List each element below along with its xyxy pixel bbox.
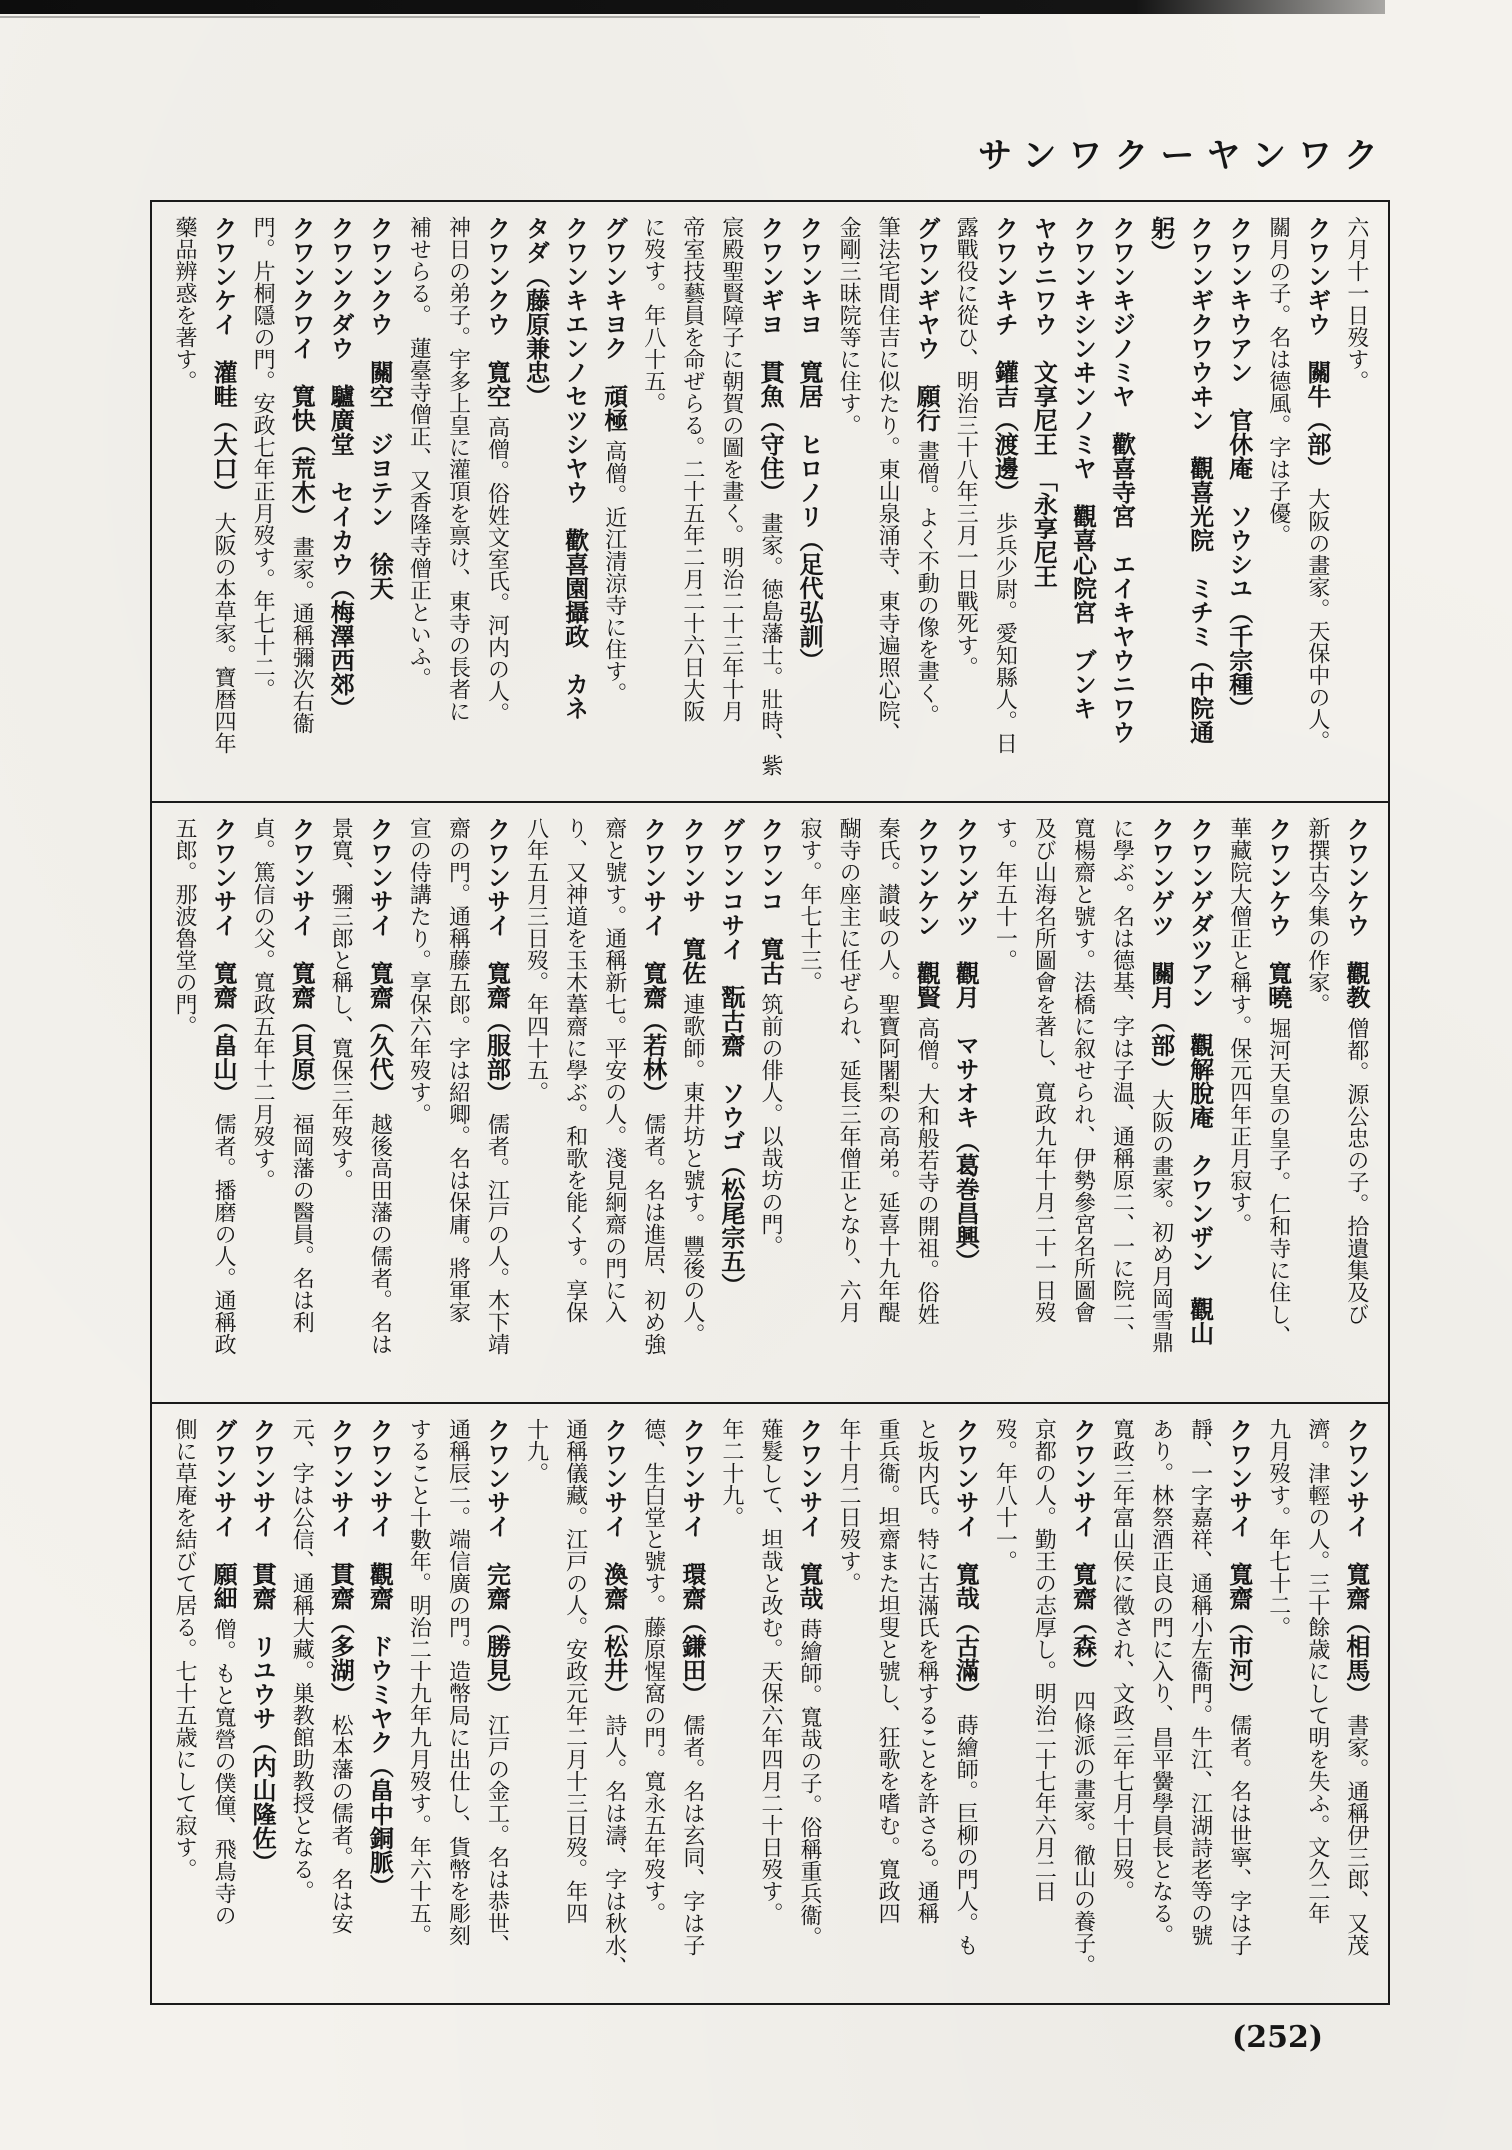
entry-headword: クワンケン 觀賢: [912, 817, 941, 1009]
text-column: [205, 1418, 241, 1995]
text-column: [479, 817, 515, 1394]
text-column: [361, 216, 397, 793]
text-column: [166, 1418, 202, 1995]
text-column: [1221, 1418, 1257, 1995]
entry-text: 儒者。播磨の人。通稱政: [211, 1113, 237, 1355]
text-column: [635, 1418, 671, 1995]
text-column: [713, 216, 749, 793]
text-column: [205, 817, 241, 1394]
text-column: [908, 216, 944, 793]
entry-text: 八年五月三日歿。年四十五。: [523, 817, 549, 1103]
entry-text: 門。片桐隱の門。安政七年正月歿す。年七十二。: [250, 216, 276, 700]
text-column: [791, 216, 827, 793]
entry-text: 松本藩の儒者。名は安: [328, 1714, 354, 1934]
text-column: [1104, 817, 1140, 1394]
entry-headword: グワンギヤウ 願行: [912, 216, 941, 432]
entry-text: 詩人。名は濤、字は秋水、: [601, 1714, 627, 1978]
text-column: [244, 216, 280, 793]
text-column: [400, 817, 436, 1394]
entry-text: 儒者。名は玄同、字は子: [679, 1714, 705, 1956]
entry-text: 寬楊齋と號す。法橋に叙せられ、伊勢參宮名所圖會: [1070, 817, 1096, 1323]
text-column: [1104, 216, 1140, 793]
entry-text: 畫家。通稱彌次右衞: [289, 536, 315, 734]
text-column: [869, 817, 905, 1394]
entry-headword: クワンサイ 寬齋（市河）: [1224, 1418, 1253, 1706]
text-column: [752, 817, 788, 1394]
entry-text: 靜、一字嘉祥、通稱小左衞門。牛江、江湖詩老等の號: [1187, 1418, 1213, 1946]
entry-band-bottom: [152, 1404, 1388, 2003]
entry-text: 十九。: [523, 1418, 549, 1484]
entry-headword: クワンケイ 灌畦（大口）: [209, 216, 238, 504]
entry-text: 僧都。源公忠の子。拾遺集及び: [1343, 1017, 1369, 1325]
entry-headword: クワンキエンノセツシヤウ 歡喜園攝政 カネ: [560, 216, 589, 720]
text-column: [1143, 1418, 1179, 1995]
entry-text: 關月の子。名は德風。字は子優。: [1265, 216, 1291, 546]
entry-headword: クワンサイ 寬哉: [795, 1418, 823, 1610]
entry-text: 及び山海名所圖會を著し、寬政九年十月二十一日歿: [1031, 817, 1057, 1323]
text-column: [1299, 1418, 1335, 1995]
text-column: [1182, 817, 1218, 1394]
text-column: [986, 1418, 1022, 1995]
entry-text: 僧。もと寬營の僕僮、飛鳥寺の: [211, 1618, 237, 1926]
entry-text: 連歌師。東井坊と號す。豐後の人。: [679, 993, 705, 1345]
entry-text: 貞。篤信の父。寬政五年十二月歿す。: [250, 817, 276, 1191]
text-column: [635, 216, 671, 793]
entry-text: 高僧。近江清涼寺に住す。: [601, 440, 627, 704]
text-column: [1338, 1418, 1374, 1995]
entry-text: 通稱儀藏。江戸の人。安政元年二月十三日歿。年四: [562, 1418, 588, 1924]
text-column: [1260, 216, 1296, 793]
text-column: [439, 1418, 475, 1995]
entry-text: 儒者。名は進居、初め強: [640, 1113, 666, 1355]
entry-text: す。年五十一。: [992, 817, 1018, 971]
text-column: [439, 817, 475, 1394]
text-column: [400, 216, 436, 793]
text-column: [361, 817, 397, 1394]
text-column: [166, 817, 202, 1394]
entry-text: 景寬、彌三郎と稱し、寬保三年歿す。: [328, 817, 354, 1191]
text-column: [1260, 817, 1296, 1394]
entry-headword: グワンコサイ 翫古齋 ソウゴ（松尾宗五）: [716, 817, 745, 1297]
entry-text: 重兵衞。坦齋また坦叟と號し、狂歌を嗜む。寬政四: [875, 1418, 901, 1924]
entry-text: 華藏院大僧正と稱す。保元四年正月寂す。: [1226, 817, 1252, 1235]
entry-headword: グワンキヨク 頑極: [599, 216, 628, 432]
entry-headword: クワンクワイ 寬快（荒木）: [287, 216, 316, 528]
entry-headword: クワンケウ 觀教: [1341, 817, 1370, 1009]
entry-text: 薙髮して、坦哉と改む。天保六年四月二十日歿す。: [757, 1418, 783, 1924]
entry-headword: ヤウニワウ 文享尼王 「永享尼王: [1029, 216, 1058, 588]
text-column: [283, 817, 319, 1394]
text-column: [986, 817, 1022, 1394]
entry-text: 寬政三年富山侯に徵され、文政三年七月十日歿。: [1109, 1418, 1135, 1902]
entry-text: 藥品辨惑を著す。: [172, 216, 197, 392]
entry-text: り、又神道を玉木葦齋に學ぶ。和歌を能くす。享保: [562, 817, 588, 1323]
text-column: [947, 1418, 983, 1995]
text-column: [752, 216, 788, 793]
entry-headword: クワンサイ 寬齋（若林）: [638, 817, 667, 1105]
entry-headword: クワンクウ 關空 ジヨテン 徐天: [365, 216, 394, 600]
entry-text: 畫家。徳島藩士。壯時、紫: [757, 512, 783, 776]
entry-headword: クワンキウアン 官休庵 ソウシユ（千宗種）: [1224, 216, 1253, 720]
entry-text: 高僧。俗姓文室氏。河内の人。: [484, 416, 510, 724]
entry-headword: クワンケウ 寬曉: [1263, 817, 1292, 1009]
entry-headword: クワンサイ 渙齋（松井）: [599, 1418, 628, 1706]
text-column: [283, 1418, 319, 1995]
entry-text: 補せらる。 蓮臺寺僧正、又香隆寺僧正といふ。: [406, 216, 432, 689]
text-column: [1064, 1418, 1100, 1995]
entries-frame: [150, 200, 1390, 2005]
entry-text: 寂す。年七十三。: [797, 817, 822, 993]
entry-text: 堀河天皇の皇子。仁和寺に住し、: [1265, 1017, 1291, 1347]
entry-headword: クワンクウ 寬空: [482, 216, 511, 408]
text-column: [713, 1418, 749, 1995]
entry-text: 四條派の畫家。徹山の養子。: [1070, 1690, 1096, 1976]
text-column: [1143, 216, 1179, 793]
text-column: [830, 817, 866, 1394]
text-column: [439, 216, 475, 793]
text-column: [322, 817, 358, 1394]
text-column: [322, 1418, 358, 1995]
entry-headword: グワンサイ 願細: [209, 1418, 238, 1610]
entry-headword: クワンゲツ 關月（部）: [1146, 817, 1175, 1081]
entry-headword: クワンコ 寬古: [755, 817, 784, 985]
text-column: [479, 216, 515, 793]
entry-text: 宣の侍講たり。享保六年歿す。: [406, 817, 432, 1125]
text-column: [674, 817, 710, 1394]
running-header: サンワクーヤンワク: [978, 136, 1390, 176]
entry-text: 帝室技藝員を命ぜらる。二十五年二月二十六日大阪: [679, 216, 705, 722]
text-column: [244, 1418, 280, 1995]
entry-text: 新撰古今集の作家。: [1304, 817, 1330, 1015]
entry-text: 蒔繪師。寬哉の子。俗稱重兵衞。: [797, 1618, 822, 1948]
scan-edge-shadow: [0, 0, 1385, 14]
entry-headword: クワンサイ 寬齋（服部）: [482, 817, 511, 1105]
entry-headword: クワンキチ 鑵吉（渡邊）: [990, 216, 1019, 504]
entry-headword: クワンサ 寬佐: [677, 817, 706, 985]
text-column: [205, 216, 241, 793]
text-column: [1299, 817, 1335, 1394]
text-column: [908, 1418, 944, 1995]
text-column: [557, 1418, 593, 1995]
entry-headword: クワンサイ 寬齋（久代）: [365, 817, 394, 1105]
entry-text: 九月歿す。年七十二。: [1265, 1418, 1291, 1638]
text-column: [1182, 1418, 1218, 1995]
entry-text: 六月十一日歿す。: [1343, 216, 1369, 392]
entry-headword: クワンサイ 寬齋（畠山）: [209, 817, 238, 1105]
text-column: [1064, 817, 1100, 1394]
entry-headword: 躬）: [1146, 216, 1175, 264]
scan-edge-line: [0, 16, 980, 18]
text-column: [713, 817, 749, 1394]
text-column: [518, 216, 554, 793]
text-column: [947, 817, 983, 1394]
text-column: [244, 817, 280, 1394]
entry-text: 京都の人。勤王の志厚し。明治二十七年六月二日: [1031, 1418, 1057, 1902]
entry-headword: クワンギクワウヰン 觀喜光院 ミチミ（中院通: [1185, 216, 1214, 744]
text-column: [791, 817, 827, 1394]
entry-headword: クワンサイ 環齋（鎌田）: [677, 1418, 706, 1706]
entry-headword: クワンサイ 完齋（勝見）: [482, 1418, 511, 1706]
entry-text: 筆法宅間住吉に似たり。東山泉涌寺、東寺遍照心院、: [875, 216, 901, 744]
entry-text: と坂内氏。特に古滿氏を稱することを許さる。通稱: [914, 1418, 940, 1924]
entry-text: あり。林祭酒正良の門に入り、昌平黌學員長となる。: [1148, 1418, 1174, 1946]
text-column: [908, 817, 944, 1394]
entry-headword: クワンサイ 觀齋 ドウミヤク（畠中銅脈）: [365, 1418, 394, 1898]
entry-band-top: [152, 202, 1388, 801]
entry-text: 五郎。那波魯堂の門。: [172, 817, 197, 1037]
text-column: [1338, 817, 1374, 1394]
text-column: [479, 1418, 515, 1995]
text-column: [752, 1418, 788, 1995]
text-column: [557, 817, 593, 1394]
entry-text: 筑前の俳人。以哉坊の門。: [757, 993, 783, 1257]
entry-headword: クワンサイ 寬齋（森）: [1068, 1418, 1097, 1682]
entry-headword: クワンサイ 貫齋（多湖）: [326, 1418, 355, 1706]
entry-headword: クワンギウ 關牛（部）: [1302, 216, 1331, 480]
entry-headword: タダ（藤原兼忠）: [521, 216, 550, 408]
entry-text: すること十數年。明治二十九年九月歿す。年六十五。: [406, 1418, 432, 1946]
text-column: [791, 1418, 827, 1995]
text-column: [1025, 216, 1061, 793]
entry-text: 年二十九。: [718, 1418, 744, 1528]
entry-text: 儒者。江戸の人。木下靖: [484, 1113, 510, 1355]
text-column: [596, 1418, 632, 1995]
text-column: [518, 817, 554, 1394]
text-column: [830, 1418, 866, 1995]
entry-headword: クワンクダウ 驢廣堂 セイカウ（梅澤西郊）: [326, 216, 355, 720]
entry-text: 大阪の畫家。天保中の人。: [1304, 488, 1330, 752]
entry-headword: クワンキジノミヤ 歡喜寺宮 エイキヤウニワウ: [1107, 216, 1136, 744]
page-number: (252): [1232, 2020, 1324, 2055]
entry-text: 歩兵少尉。愛知縣人。日: [992, 512, 1018, 754]
text-column: [869, 216, 905, 793]
entry-text: に歿す。年八十五。: [640, 216, 666, 414]
text-column: [518, 1418, 554, 1995]
entry-headword: クワンサイ 寬齋（相馬）: [1341, 1418, 1370, 1706]
entry-text: 元、字は公信、通稱大藏。巣教館助教授となる。: [289, 1418, 315, 1902]
entry-text: 蒔繪師。巨柳の門人。も: [953, 1714, 979, 1956]
text-column: [830, 216, 866, 793]
entry-text: 露戰役に從ひ、明治三十八年三月一日戰死す。: [953, 216, 979, 678]
entry-text: に學ぶ。名は德基、字は子温、通稱原二、一に院二、: [1109, 817, 1135, 1345]
entry-text: 齋と號す。通稱新七。平安の人。淺見絅齋の門に入: [601, 817, 627, 1323]
text-column: [869, 1418, 905, 1995]
text-column: [1299, 216, 1335, 793]
entry-headword: クワンサイ 寬齋（貝原）: [287, 817, 316, 1105]
entry-text: 濟。津輕の人。三十餘歳にして明を失ふ。文久二年: [1304, 1418, 1330, 1924]
entry-text: 側に草庵を結びて居る。七十五歳にして寂す。: [172, 1418, 197, 1880]
text-column: [283, 216, 319, 793]
entry-text: 越後高田藩の儒者。名は: [367, 1113, 393, 1355]
entry-text: 宸殿聖賢障子に朝賀の圖を畫く。明治二十三年十月: [718, 216, 744, 722]
entry-text: 福岡藩の醫員。名は利: [289, 1113, 315, 1333]
entry-text: 儒者。名は世寧、字は子: [1226, 1714, 1252, 1956]
text-column: [635, 817, 671, 1394]
text-column: [1143, 817, 1179, 1394]
entry-text: 德、生白堂と號す。藤原惺窩の門。寬永五年歿す。: [640, 1418, 666, 1924]
entry-text: 金剛三昧院等に住す。: [836, 216, 862, 436]
entry-text: 通稱辰二。端信廣の門。造幣局に出仕し、貨幣を彫刻: [445, 1418, 471, 1946]
entry-headword: クワンゲツ 觀月 マサオキ（葛巻昌興）: [951, 817, 980, 1273]
text-column: [1104, 1418, 1140, 1995]
entry-headword: クワンキシンヰンノミヤ 觀喜心院宮 ブンキ: [1068, 216, 1097, 720]
entry-text: 畫僧。よく不動の像を畫く。: [914, 440, 940, 726]
entry-headword: クワンサイ 貫齋 リユウサ（内山隆佐）: [248, 1418, 277, 1874]
text-column: [1025, 817, 1061, 1394]
text-column: [1221, 216, 1257, 793]
entry-text: 大阪の畫家。初め月岡雪鼎: [1148, 1089, 1174, 1353]
entry-text: 年十月二日歿す。: [836, 1418, 862, 1594]
entry-headword: クワンギヨ 貫魚（守住）: [755, 216, 784, 504]
entry-text: 江戸の金工。名は恭世、: [484, 1714, 510, 1956]
entry-band-middle: [152, 803, 1388, 1402]
text-column: [596, 817, 632, 1394]
text-column: [1260, 1418, 1296, 1995]
entry-headword: クワンサイ 寬哉（古滿）: [951, 1418, 980, 1706]
entry-headword: クワンキヨ 寬居 ヒロノリ（足代弘訓）: [795, 216, 823, 672]
text-column: [1025, 1418, 1061, 1995]
text-column: [322, 216, 358, 793]
entry-text: 歿。年八十一。: [992, 1418, 1018, 1572]
text-column: [1221, 817, 1257, 1394]
text-column: [1338, 216, 1374, 793]
text-column: [400, 1418, 436, 1995]
entry-text: 秦氏。讃岐の人。聖寶阿闍梨の高弟。延喜十九年醍: [875, 817, 901, 1323]
text-column: [1182, 216, 1218, 793]
entry-text: 齋の門。通稱藤五郎。字は紹卿。名は保庸。將軍家: [445, 817, 471, 1323]
entry-text: 高僧。大和般若寺の開祖。俗姓: [914, 1017, 940, 1325]
entry-text: 神日の弟子。宇多上皇に灌頂を禀け、東寺の長者に: [445, 216, 471, 722]
entry-text: 醐寺の座主に任ぜられ、延長三年僧正となり、六月: [836, 817, 862, 1323]
text-column: [674, 216, 710, 793]
text-column: [557, 216, 593, 793]
entry-headword: クワンゲダツアン 觀解脫庵 クワンザン 觀山: [1185, 817, 1214, 1345]
text-column: [986, 216, 1022, 793]
text-column: [596, 216, 632, 793]
text-column: [674, 1418, 710, 1995]
text-column: [166, 216, 202, 793]
entry-text: 大阪の本草家。寶暦四年: [211, 512, 237, 754]
text-column: [361, 1418, 397, 1995]
text-column: [947, 216, 983, 793]
text-column: [1064, 216, 1100, 793]
entry-text: 書家。通稱伊三郎、又茂: [1343, 1714, 1369, 1956]
